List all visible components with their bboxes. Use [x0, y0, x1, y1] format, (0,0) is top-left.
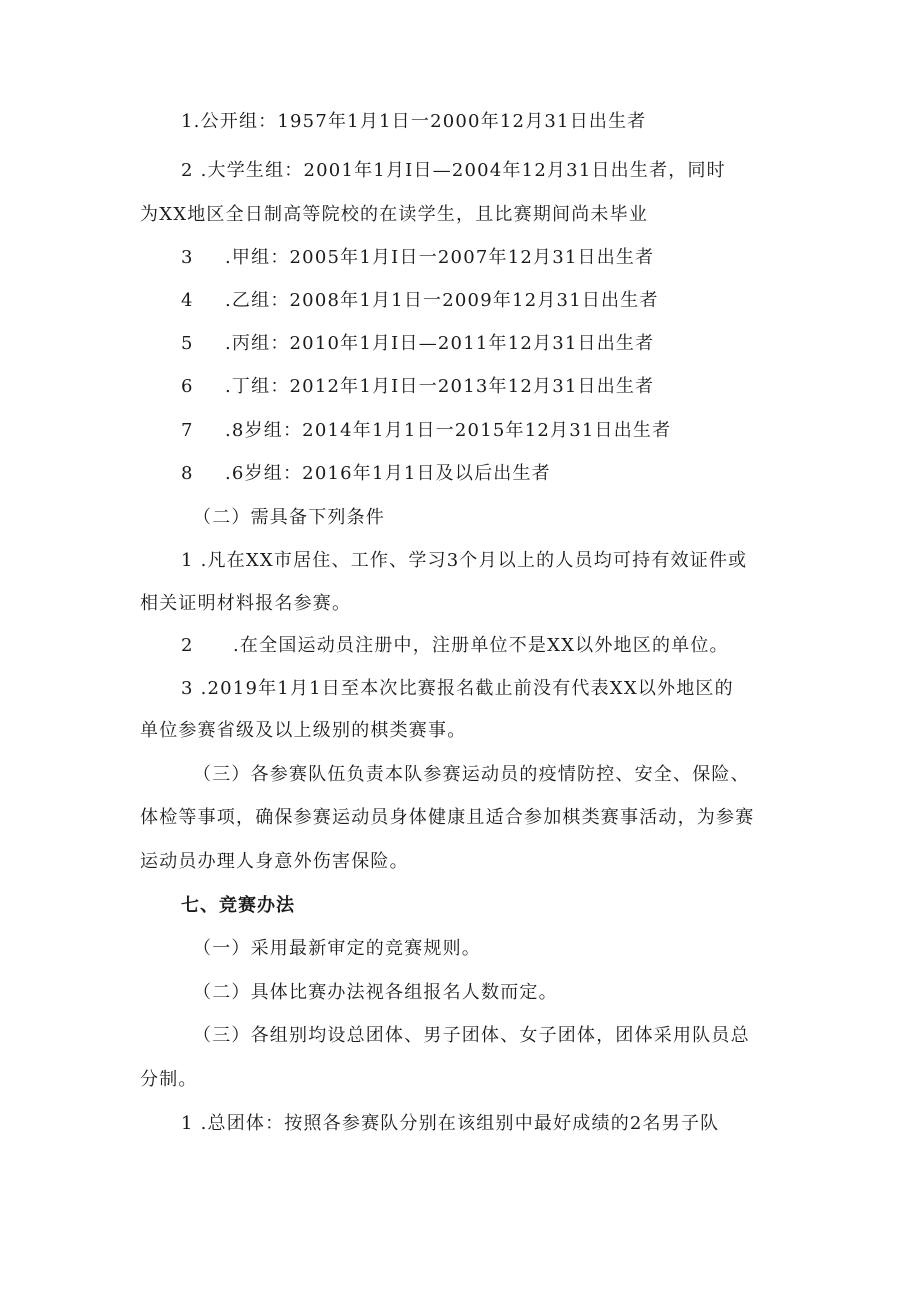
section-subheading: （二）需具备下列条件 [193, 507, 385, 528]
paragraph-line: 为XX地区全日制高等院校的在读学生，且比赛期间尚未毕业 [140, 204, 649, 225]
list-item [181, 247, 654, 269]
paragraph-line: 1 .凡在XX市居住、工作、学习3个月以上的人员均可持有效证件或 [181, 550, 748, 571]
list-item [181, 635, 729, 657]
paragraph-line: （一）采用最新审定的竞赛规则。 [193, 938, 481, 959]
paragraph-line: （三）各组别均设总团体、男子团体、女子团体，团体采用队员总 [193, 1025, 750, 1046]
list-item [181, 333, 654, 355]
section-heading: 七、竞赛办法 [181, 895, 295, 916]
paragraph-line: 1 .总团体：按照各参赛队分别在该组别中最好成绩的2名男子队 [181, 1113, 720, 1134]
list-number: 7 [181, 420, 194, 441]
list-item [181, 463, 551, 485]
list-text: .6岁组：2016年1月1日及以后出生者 [225, 463, 551, 484]
list-text: .丁组：2012年1月I日一2013年12月31日出生者 [225, 376, 655, 397]
list-number: 5 [181, 333, 194, 354]
list-text: .在全国运动员注册中，注册单位不是XX以外地区的单位。 [233, 635, 729, 656]
list-number: 4 [181, 290, 194, 311]
list-item [181, 290, 659, 312]
list-number: 6 [181, 376, 194, 397]
paragraph-line: 2 .大学生组：2001年1月I日—2004年12月31日出生者，同时 [181, 160, 726, 181]
paragraph-line: 1.公开组：1957年1月1日一2000年12月31日出生者 [181, 111, 647, 132]
list-item [181, 420, 671, 442]
list-text: .8岁组：2014年1月1日一2015年12月31日出生者 [225, 420, 672, 441]
paragraph-line: 单位参赛省级及以上级别的棋类赛事。 [140, 720, 467, 741]
list-text: .丙组：2010年1月I日—2011年12月31日出生者 [225, 333, 655, 354]
paragraph-line: 体检等事项，确保参赛运动员身体健康且适合参加棋类赛事活动，为参赛 [140, 807, 755, 828]
paragraph-line: （三）各参赛队伍负责本队参赛运动员的疫情防控、安全、保险、 [193, 764, 750, 785]
list-text: .甲组：2005年1月I日一2007年12月31日出生者 [225, 247, 655, 268]
list-item [181, 376, 654, 398]
paragraph-line: 3 .2019年1月1日至本次比赛报名截止前没有代表XX以外地区的 [181, 678, 734, 699]
list-text: .乙组：2008年1月1日一2009年12月31日出生者 [225, 290, 659, 311]
paragraph-line: 相关证明材料报名参赛。 [140, 593, 352, 614]
paragraph-line: 运动员办理人身意外伤害保险。 [140, 851, 409, 872]
list-number: 2 [181, 635, 194, 656]
paragraph-line: 分制。 [140, 1069, 198, 1090]
paragraph-line: （二）具体比赛办法视各组报名人数而定。 [193, 982, 558, 1003]
list-number: 8 [181, 463, 194, 484]
list-number: 3 [181, 247, 194, 268]
